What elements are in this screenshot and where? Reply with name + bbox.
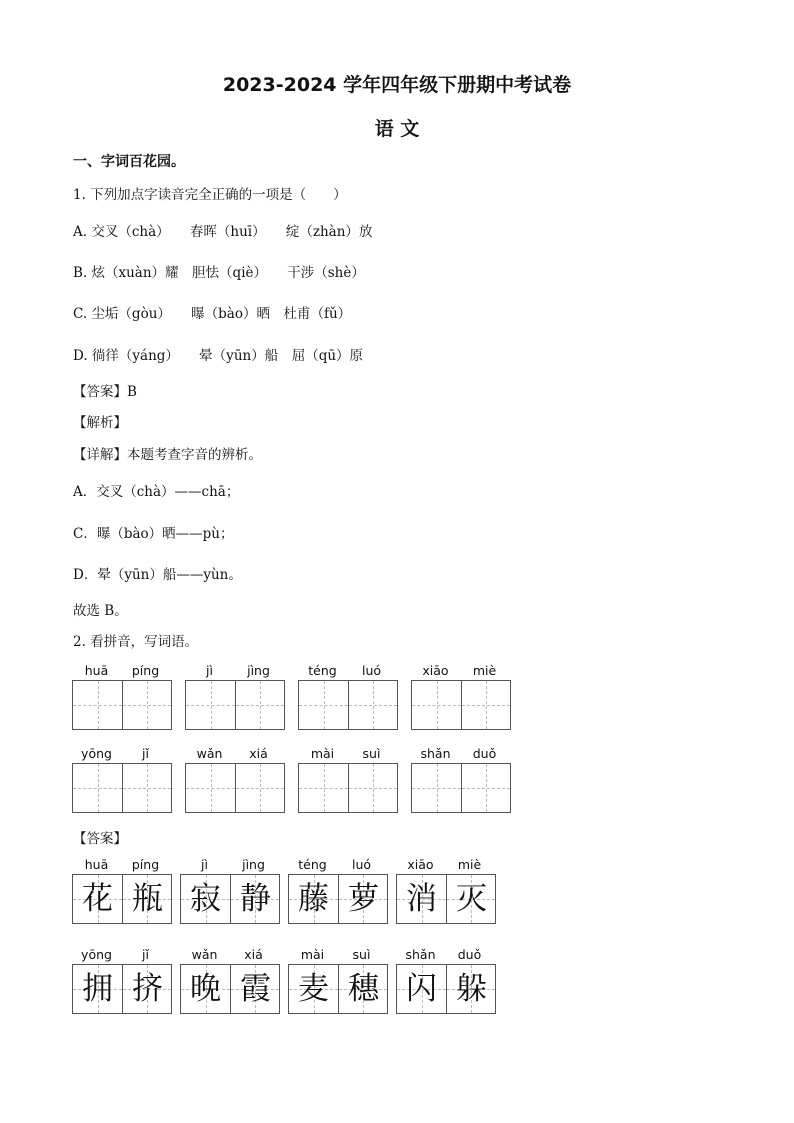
tian-grid [72, 874, 172, 924]
answer-character: 麦 [298, 971, 329, 1007]
pinyin: jì [206, 663, 213, 678]
answer-character: 霞 [240, 971, 271, 1007]
pinyin: jìng [247, 663, 270, 678]
tian-grid[interactable] [298, 763, 398, 813]
pinyin: luó [361, 663, 382, 678]
pinyin: yōng [81, 746, 112, 761]
answer-value: B [127, 384, 137, 400]
answer-character: 静 [240, 881, 271, 917]
answer-character: 藤 [298, 881, 329, 917]
writing-cell[interactable] [122, 681, 171, 729]
answer-label: 【答案】 [73, 384, 127, 400]
pinyin: luó [351, 857, 372, 872]
pinyin: píng [131, 857, 160, 872]
tian-grid [180, 874, 280, 924]
answer-character: 拥 [82, 971, 113, 1007]
pinyin: huā [84, 857, 109, 872]
answer-character: 萝 [348, 881, 379, 917]
analysis-label: 【解析】 [73, 415, 127, 431]
writing-cell[interactable] [186, 764, 235, 812]
answer-character: 躲 [456, 971, 487, 1007]
answer-character: 瓶 [132, 881, 163, 917]
question-1-stem: 1. 下列加点字读音完全正确的一项是（ ） [73, 187, 347, 203]
pinyin: mài [310, 746, 335, 761]
pinyin: mài [300, 947, 325, 962]
answer-character: 消 [406, 881, 437, 917]
pinyin: huā [84, 663, 109, 678]
option-d: D. 徜徉（yáng） 晕（yūn）船 屈（qū）原 [73, 348, 364, 364]
answer-block-1 [73, 380, 137, 400]
section-heading: 一、字词百花园。 [73, 154, 185, 170]
writing-cell[interactable] [299, 681, 348, 729]
answer-character: 挤 [132, 971, 163, 1007]
answer-character: 晚 [190, 971, 221, 1007]
document-title: 2023-2024 学年四年级下册期中考试卷 [222, 74, 572, 96]
pinyin: miè [457, 857, 482, 872]
tian-grid[interactable] [411, 680, 511, 730]
pinyin: téng [298, 857, 327, 872]
tian-grid [72, 964, 172, 1014]
pinyin: shǎn [405, 947, 436, 962]
answer-label-2: 【答案】 [73, 831, 127, 847]
writing-cell[interactable] [461, 764, 510, 812]
answer-character: 花 [82, 881, 113, 917]
writing-cell[interactable] [235, 764, 284, 812]
tian-grid [396, 874, 496, 924]
pinyin: suì [352, 947, 371, 962]
pinyin: duǒ [457, 947, 482, 962]
writing-cell[interactable] [348, 764, 397, 812]
detail-text: 本题考查字音的辨析。 [127, 447, 262, 463]
answer-character: 寂 [190, 881, 221, 917]
pinyin: xiāo [422, 663, 449, 678]
explanation-a: A．交叉（chà）——chā； [73, 484, 240, 500]
answer-character: 穗 [348, 971, 379, 1007]
writing-cell[interactable] [186, 681, 235, 729]
writing-cell[interactable] [122, 764, 171, 812]
answer-character: 灭 [456, 881, 487, 917]
pinyin: téng [308, 663, 337, 678]
tian-grid [288, 874, 388, 924]
writing-cell[interactable] [73, 681, 122, 729]
pinyin: yōng [81, 947, 112, 962]
tian-grid[interactable] [185, 680, 285, 730]
option-b: B. 炫（xuàn）耀 胆怯（qiè） 干涉（shè） [73, 265, 365, 281]
writing-cell[interactable] [299, 764, 348, 812]
tian-grid[interactable] [411, 763, 511, 813]
writing-cell[interactable] [348, 681, 397, 729]
pinyin: suì [362, 746, 381, 761]
tian-grid [288, 964, 388, 1014]
writing-cell[interactable] [73, 764, 122, 812]
pinyin: jǐ [142, 947, 149, 962]
answer-character: 闪 [406, 971, 437, 1007]
writing-cell[interactable] [461, 681, 510, 729]
tian-grid[interactable] [72, 680, 172, 730]
pinyin: shǎn [420, 746, 451, 761]
pinyin: jìng [242, 857, 265, 872]
writing-cell[interactable] [412, 681, 461, 729]
pinyin: jǐ [142, 746, 149, 761]
pinyin: wǎn [196, 746, 223, 761]
tian-grid [180, 964, 280, 1014]
pinyin: xiāo [407, 857, 434, 872]
pinyin: miè [472, 663, 497, 678]
tian-grid[interactable] [298, 680, 398, 730]
pinyin: duǒ [472, 746, 497, 761]
pinyin: píng [131, 663, 160, 678]
tian-grid[interactable] [185, 763, 285, 813]
explanation-d: D．晕（yūn）船——yùn。 [73, 567, 242, 583]
pinyin: xiá [249, 746, 268, 761]
explanation-c: C．曝（bào）晒——pù； [73, 526, 234, 542]
detail-label: 【详解】 [73, 447, 127, 463]
detail-block [73, 443, 262, 463]
tian-grid [396, 964, 496, 1014]
question-2-stem: 2. 看拼音，写词语。 [73, 634, 199, 650]
pinyin: xiá [244, 947, 263, 962]
writing-cell[interactable] [235, 681, 284, 729]
pinyin: wǎn [191, 947, 218, 962]
conclusion: 故选 B。 [73, 603, 128, 619]
subject-title: 语 文 [374, 118, 420, 140]
writing-cell[interactable] [412, 764, 461, 812]
option-c: C. 尘垢（gòu） 曝（bào）晒 杜甫（fǔ） [73, 306, 352, 322]
pinyin: jì [201, 857, 208, 872]
option-a: A. 交叉（chà） 春晖（huī） 绽（zhàn）放 [73, 224, 373, 240]
tian-grid[interactable] [72, 763, 172, 813]
